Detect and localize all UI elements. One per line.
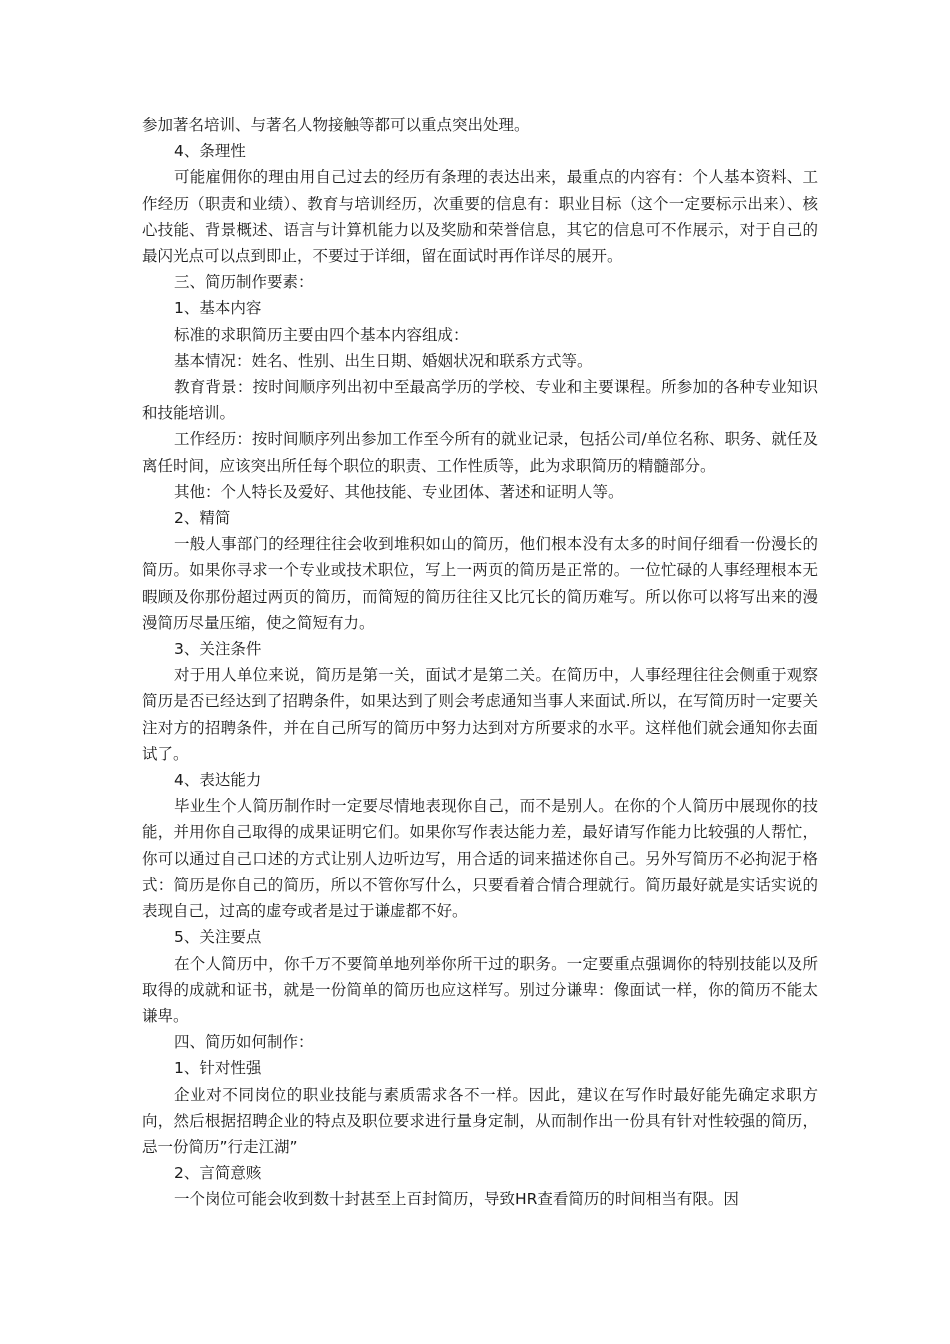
paragraph-expression: 毕业生个人简历制作时一定要尽情地表现你自己，而不是别人。在你的个人简历中展现你的技能，并用你自己取得的成果证明它们。如果你写作表达能力差，最好请写作能力比较强的人帮忙，你可以通过自己口述的方式让别人边听边写，用合适的词来描述你自己。另外写简历不必拘泥于格式：简历是你自己的简历，所以不管你写什么，只要看着合情合理就行。简历最好就是实话实说的表现自己，过高的虚夸或者是过于谦虚都不好。 xyxy=(142,797,818,921)
section-heading-basic-content: 1、基本内容 xyxy=(174,299,262,318)
paragraph-key-points: 在个人简历中，你千万不要简单地列举你所干过的职务。一定要重点强调你的特别技能以及所取得的成就和证书，就是一份简单的简历也应这样写。别过分谦卑：像面试一样，你的简历不能太谦卑。 xyxy=(142,954,818,1025)
paragraph-work-experience: 工作经历：按时间顺序列出参加工作至今所有的就业记录，包括公司/单位名称、职务、就任及离任时间，应该突出所任每个职位的职责、工作性质等，此为求职简历的精髓部分。 xyxy=(142,430,818,475)
paragraph-continuation: 参加著名培训、与著名人物接触等都可以重点突出处理。 xyxy=(142,116,530,134)
section-heading-key-points: 5、关注要点 xyxy=(174,928,262,947)
document-body xyxy=(142,112,818,1213)
section-heading-brevity: 2、言简意赅 xyxy=(174,1164,262,1183)
section-heading-concise: 2、精简 xyxy=(174,509,231,528)
paragraph-conditions: 对于用人单位来说，简历是第一关，面试才是第二关。在简历中，人事经理往往会侧重于观察简历是否已经达到了招聘条件，如果达到了则会考虑通知当事人来面试.所以，在写简历时一定要关注对方的招聘条件，并在自己所写的简历中努力达到对方所要求的水平。这样他们就会通知你去面试了。 xyxy=(142,666,818,763)
paragraph-education: 教育背景：按时间顺序列出初中至最高学历的学校、专业和主要课程。所参加的各种专业知识和技能培训。 xyxy=(142,378,818,423)
section-heading-conditions: 3、关注条件 xyxy=(174,640,262,659)
section-heading-expression: 4、表达能力 xyxy=(174,771,262,790)
paragraph-basic-content-intro: 标准的求职简历主要由四个基本内容组成： xyxy=(174,325,469,344)
paragraph-targeted: 企业对不同岗位的职业技能与素质需求各不一样。因此，建议在写作时最好能先确定求职方向，然后根据招聘企业的特点及职位要求进行量身定制，从而制作出一份具有针对性较强的简历，忌一份简历”行走江湖” xyxy=(142,1085,818,1156)
paragraph-concise: 一般人事部门的经理往往会收到堆积如山的简历，他们根本没有太多的时间仔细看一份漫长的简历。如果你寻求一个专业或技术职位，写上一两页的简历是正常的。一位忙碌的人事经理根本无暇顾及你那份超过两页的简历，而简短的简历往往又比冗长的简历难写。所以你可以将写出来的漫漫简历尽量压缩，使之简短有力。 xyxy=(142,535,818,632)
paragraph-other: 其他：个人特长及爱好、其他技能、专业团体、著述和证明人等。 xyxy=(174,482,624,501)
chapter-heading-resume-elements: 三、简历制作要素： xyxy=(174,273,314,292)
paragraph-orderliness: 可能雇佣你的理由用自己过去的经历有条理的表达出来，最重点的内容有：个人基本资料、工作经历（职责和业绩）、教育与培训经历，次重要的信息有：职业目标（这个一定要标示出来）、核心技能、背景概述、语言与计算机能力以及奖励和荣誉信息，其它的信息可不作展示，对于自己的最闪光点可以点到即止，不要过于详细，留在面试时再作详尽的展开。 xyxy=(142,168,818,266)
chapter-heading-how-to-make: 四、简历如何制作： xyxy=(174,1033,314,1052)
paragraph-brevity: 一个岗位可能会收到数十封甚至上百封简历，导致HR查看简历的时间相当有限。因 xyxy=(174,1190,739,1209)
section-heading-orderliness: 4、条理性 xyxy=(174,142,246,161)
section-heading-targeted: 1、针对性强 xyxy=(174,1059,262,1078)
paragraph-basic-info: 基本情况：姓名、性别、出生日期、婚姻状况和联系方式等。 xyxy=(174,351,593,370)
